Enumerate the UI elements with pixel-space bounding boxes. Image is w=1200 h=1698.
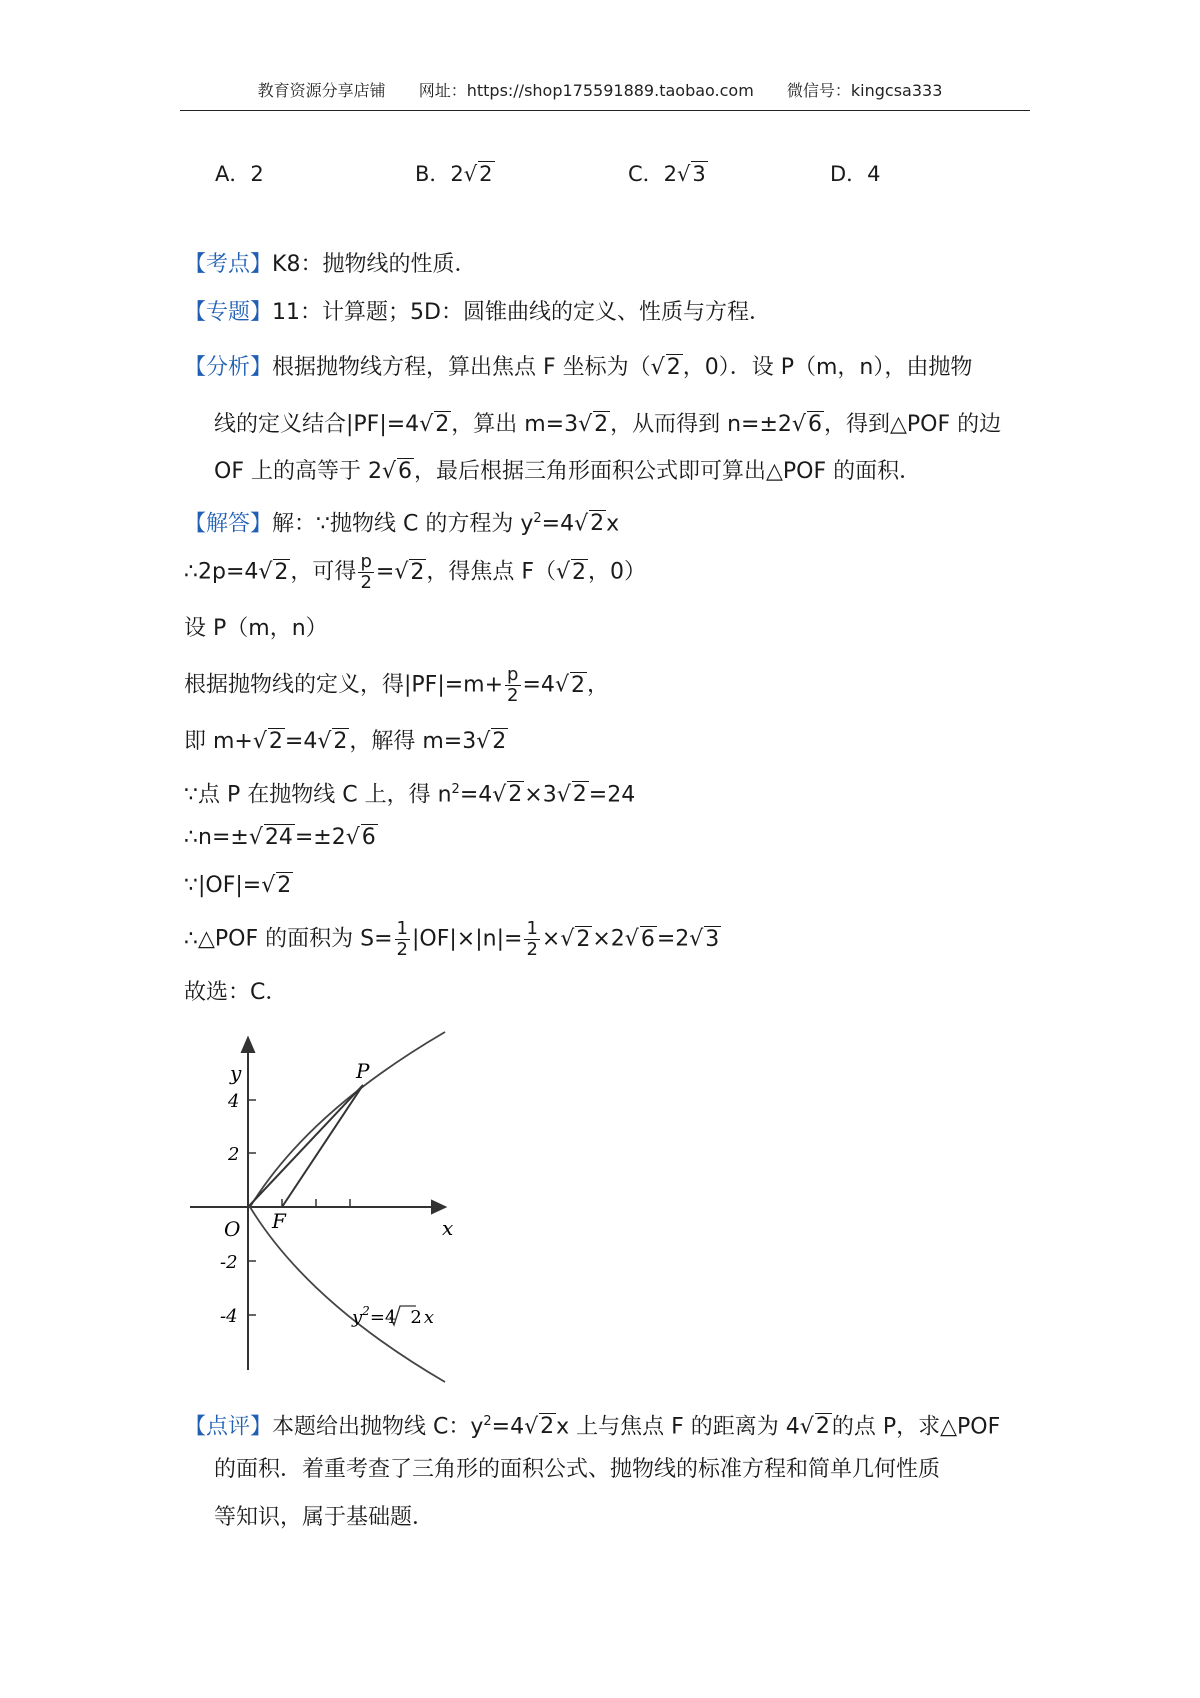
sqrt-sign: √ xyxy=(524,1414,539,1440)
sqrt-radicand: 2 xyxy=(333,729,348,754)
zhuanti-tag: 【专题】 xyxy=(184,300,273,325)
option-d: D．4 xyxy=(830,162,881,186)
jieda-line-5: 即 m+√2=4√2，解得 m=3√2 xyxy=(184,729,507,754)
segment-fp xyxy=(282,1085,363,1207)
dianping-line-3: 等知识，属于基础题． xyxy=(214,1505,435,1530)
sqrt-radicand: 2 xyxy=(492,729,507,754)
jieda-line-10: 故选：C． xyxy=(184,980,288,1005)
sqrt-sign: √ xyxy=(261,873,276,898)
tick-label-minus-2: -2 xyxy=(220,1252,238,1273)
sqrt-radicand: 2 xyxy=(277,873,292,898)
sqrt-radicand: 2 xyxy=(815,1414,830,1440)
sqrt-sign: √ xyxy=(578,412,593,437)
sqrt-radicand: 2 xyxy=(590,511,605,537)
curve-equation-label xyxy=(351,1304,434,1328)
y-axis-arrow xyxy=(242,1038,254,1052)
tick-label-2: 2 xyxy=(228,1144,240,1165)
fenxi-tag: 【分析】 xyxy=(184,355,273,380)
sqrt-sign: √ xyxy=(419,412,434,437)
sqrt-radicand: 2 xyxy=(576,926,591,952)
sqrt-sign: √ xyxy=(560,926,575,952)
sqrt-sign: √ xyxy=(476,729,491,754)
origin-label: O xyxy=(224,1217,241,1241)
kaodian-tag: 【考点】 xyxy=(184,252,273,277)
tick-label-minus-4: -4 xyxy=(220,1306,238,1327)
page-header xyxy=(0,78,1200,101)
jieda-tag: 【解答】 xyxy=(184,511,273,537)
x-axis-arrow xyxy=(432,1201,445,1213)
sqrt-sign: √ xyxy=(554,672,569,698)
segment-op xyxy=(248,1085,363,1207)
jieda-line-6: ∵点 P 在抛物线 C 上，得 $n^2=4√2\times 3√2=24$ xyxy=(184,782,636,808)
zhuanti-line: 【专题】11：计算题；5D：圆锥曲线的定义、性质与方程． xyxy=(184,300,771,325)
shop-website: 网址：https://shop175591889.taobao.com xyxy=(418,81,754,100)
sqrt-radicand: 2 xyxy=(666,355,681,380)
sqrt-sign: √ xyxy=(258,559,273,585)
dianping-tag: 【点评】 xyxy=(184,1414,273,1440)
sqrt-radicand: 6 xyxy=(398,459,412,484)
dianping-line-1: 【点评】本题给出抛物线 C：$y^2=4√2x$ 上与焦点 F 的距离为 4√2的点 P，求△POF xyxy=(184,1414,1001,1440)
jieda-line-7: ∴n=±√24=±2√6 xyxy=(184,825,376,850)
fenxi-line-1: 【分析】根据抛物线方程，算出焦点 F 坐标为（√2，0）．设 P（m，n），由抛物 xyxy=(184,355,973,380)
sqrt-sign: √ xyxy=(345,825,360,850)
jieda-line-2: ∴2p=4√2，可得 $\frac{p}{2}$ =√2，得焦点 F（√2，0） xyxy=(184,551,647,593)
header-rule xyxy=(180,110,1030,111)
point-p-label: P xyxy=(356,1059,370,1083)
jieda-line-3: 设 P（m，n） xyxy=(184,616,328,641)
jieda-line-1: 【解答】解：∵抛物线 C 的方程为 $y^2=4√2x$ xyxy=(184,511,620,537)
y-axis-label: y xyxy=(230,1061,242,1085)
sqrt-radicand: 2 xyxy=(274,559,289,585)
parabola-figure xyxy=(180,1020,470,1390)
sqrt-sign: √ xyxy=(677,162,691,186)
sqrt-radicand: 6 xyxy=(640,926,655,952)
kaodian-line: 【考点】K8：抛物线的性质． xyxy=(184,252,477,277)
focus-label: F xyxy=(272,1209,286,1233)
option-b: B．2√2 xyxy=(415,162,493,186)
sqrt-radicand: 2 xyxy=(594,412,609,437)
sqrt-radicand: 2 xyxy=(435,412,450,437)
sqrt-radicand: 2 xyxy=(410,559,425,585)
svg-text:y2=42x: $y^2=4$ 2 x xyxy=(352,1304,434,1328)
sqrt-sign: √ xyxy=(556,559,571,585)
sqrt-sign: √ xyxy=(394,559,409,585)
sqrt-sign: √ xyxy=(791,412,806,437)
sqrt-radicand: 3 xyxy=(692,162,706,186)
sqrt-sign: √ xyxy=(492,782,507,808)
sqrt-sign: √ xyxy=(252,729,267,754)
jieda-line-9: ∴△POF 的面积为 S= $\frac{1}{2}$ |OF|×|n|= $\frac{1}{2}$ ×√2×2√6=2√3 xyxy=(184,918,720,960)
sqrt-sign: √ xyxy=(381,459,396,484)
sqrt-radicand: 2 xyxy=(540,1414,555,1440)
shop-name: 教育资源分享店铺 xyxy=(257,81,386,100)
sqrt-radicand: 2 xyxy=(479,162,493,186)
sqrt-sign: √ xyxy=(624,926,639,952)
sqrt-radicand: 24 xyxy=(264,825,293,850)
sqrt-sign: √ xyxy=(463,162,478,186)
fenxi-line-3: OF 上的高等于 2√6，最后根据三角形面积公式即可算出△POF 的面积． xyxy=(214,459,922,484)
jieda-line-4: 根据抛物线的定义，得|PF|=m+ $\frac{p}{2}$ =4√2， xyxy=(184,664,609,706)
sqrt-radicand: 6 xyxy=(361,825,376,850)
sqrt-sign: √ xyxy=(799,1414,814,1440)
sqrt-sign: √ xyxy=(574,511,589,537)
fenxi-line-2: 线的定义结合|PF|=4√2，算出 m=3√2，从而得到 n=±2√6，得到△POF 的边 xyxy=(214,412,1002,437)
sqrt-radicand: 2 xyxy=(572,559,587,585)
option-c: C．2√3 xyxy=(628,162,706,186)
option-a: A．2 xyxy=(215,162,264,186)
sqrt-radicand: 3 xyxy=(705,926,720,952)
sqrt-radicand: 2 xyxy=(570,672,585,698)
dianping-line-2: 的面积．着重考查了三角形的面积公式、抛物线的标准方程和简单几何性质 xyxy=(214,1457,941,1482)
sqrt-sign: √ xyxy=(650,355,665,380)
sqrt-radicand: 2 xyxy=(508,782,523,808)
sqrt-radicand: 2 xyxy=(268,729,283,754)
tick-label-4: 4 xyxy=(228,1091,240,1112)
sqrt-sign: √ xyxy=(556,782,571,808)
sqrt-sign: √ xyxy=(317,729,332,754)
wechat-id: 微信号：kingcsa333 xyxy=(786,81,943,100)
jieda-line-8: ∵|OF|=√2 xyxy=(184,873,292,898)
sqrt-radicand: 2 xyxy=(572,782,587,808)
x-axis-label: x xyxy=(442,1216,454,1240)
sqrt-sign: √ xyxy=(248,825,263,850)
sqrt-radicand: 6 xyxy=(807,412,822,437)
sqrt-sign: √ xyxy=(689,926,704,952)
